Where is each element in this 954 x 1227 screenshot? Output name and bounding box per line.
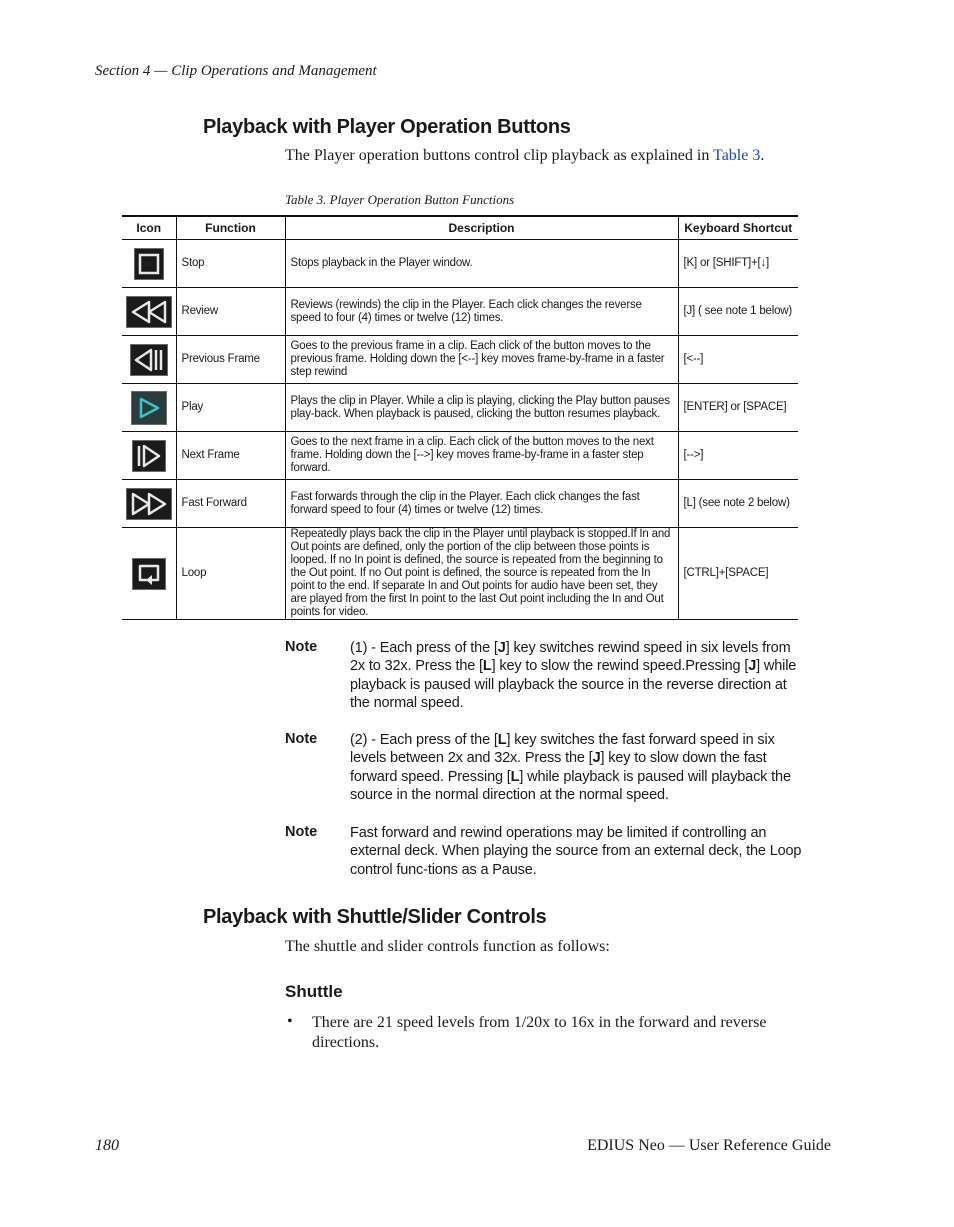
column-header-function: Function bbox=[176, 216, 285, 240]
note-text-part: (1) - Each press of the [ bbox=[350, 640, 498, 656]
player-operation-table bbox=[122, 215, 798, 620]
note-text-part: ] key to slow the rewind speed.Pressing [ bbox=[491, 658, 749, 675]
section-header: Section 4 — Clip Operations and Management bbox=[95, 63, 377, 79]
intro-period: . bbox=[760, 147, 765, 164]
section-heading-player-buttons: Playback with Player Operation Buttons bbox=[203, 116, 571, 138]
icon-cell bbox=[122, 336, 176, 384]
key-j: J bbox=[497, 640, 506, 656]
table-row bbox=[122, 336, 798, 384]
note-text-part: (2) - Each press of the [ bbox=[350, 732, 498, 748]
intro-text: The Player operation buttons control clip playback as explained in bbox=[285, 147, 714, 164]
intro-paragraph bbox=[285, 147, 764, 165]
bullet-item: There are 21 speed levels from 1/20x to 16x in the forward and reverse directions. bbox=[312, 1014, 767, 1051]
icon-cell bbox=[122, 240, 176, 288]
note-label: Note bbox=[285, 824, 318, 840]
note-text-part: ] key to slow down the fast forward speed. Pressing [ bbox=[350, 750, 767, 785]
table-3-link[interactable]: Table 3 bbox=[713, 147, 761, 164]
function-cell: Stop bbox=[176, 240, 285, 288]
note-3-text bbox=[350, 824, 805, 879]
shortcut-cell: [L] (see note 2 below) bbox=[678, 480, 798, 528]
note-text-part: ] while playback is paused will playback the source in the normal direction at the normal speed. bbox=[350, 768, 791, 803]
key-j: J bbox=[748, 658, 757, 675]
stop-icon bbox=[134, 248, 164, 280]
table-caption: Table 3. Player Operation Button Functions bbox=[285, 192, 515, 207]
play-icon bbox=[131, 391, 167, 425]
table-row bbox=[122, 432, 798, 480]
shortcut-cell: [CTRL]+[SPACE] bbox=[678, 528, 798, 620]
bullet-marker: • bbox=[287, 1013, 293, 1030]
icon-cell bbox=[122, 384, 176, 432]
rewind-icon bbox=[126, 296, 172, 328]
function-cell: Fast Forward bbox=[176, 480, 285, 528]
column-header-icon: Icon bbox=[122, 216, 176, 240]
shortcut-cell: [<--] bbox=[678, 336, 798, 384]
function-cell: Loop bbox=[176, 528, 285, 620]
key-l: L bbox=[510, 768, 520, 785]
icon-cell bbox=[122, 432, 176, 480]
key-j: J bbox=[592, 750, 601, 767]
next-frame-icon bbox=[132, 440, 166, 472]
table-row bbox=[122, 384, 798, 432]
note-text-part: ] while playback is paused will playback the source in the reverse direction at the normal speed. bbox=[350, 658, 797, 711]
function-cell: Previous Frame bbox=[176, 336, 285, 384]
function-cell: Play bbox=[176, 384, 285, 432]
footer-guide-title: EDIUS Neo — User Reference Guide bbox=[587, 1137, 831, 1154]
shortcut-cell: [K] or [SHIFT]+[↓] bbox=[678, 240, 798, 288]
shortcut-cell: [J] ( see note 1 below) bbox=[678, 288, 798, 336]
description-cell: Repeatedly plays back the clip in the Player until playback is stopped.If In and Out points are defined, only the portion of the clip between those points is looped. If no In point is defined, the source is repeated from the beginning to the Out point. If no Out point is defined, the source is repeated from the In point to the end. If separate In and Out points for audio have been set, they are played from the first In point to the last Out point including the In and Out points for video. bbox=[285, 528, 678, 620]
description-cell: Goes to the next frame in a clip. Each click of the button moves to the next frame. Holding down the [-->] key moves frame-by-frame in a faster step forward. bbox=[285, 432, 678, 480]
table-header-row bbox=[122, 216, 798, 240]
section-heading-shuttle-slider: Playback with Shuttle/Slider Controls bbox=[203, 906, 547, 928]
description-cell: Reviews (rewinds) the clip in the Player. Each click changes the reverse speed to four (4) times or twelve (12) times. bbox=[285, 288, 678, 336]
note-text-part: Fast forward and rewind operations may be limited if controlling an external deck. When playing the source from an external deck, the Loop control func-tions as a Pause. bbox=[350, 825, 802, 878]
previous-frame-icon bbox=[130, 344, 168, 376]
icon-cell bbox=[122, 480, 176, 528]
function-cell: Review bbox=[176, 288, 285, 336]
note-text-part: ] key switches the fast forward speed in six levels between 2x and 32x. Press the [ bbox=[350, 732, 775, 767]
note-label: Note bbox=[285, 639, 318, 655]
note-text-part: ] key switches rewind speed in six levels from 2x to 32x. Press the [ bbox=[350, 640, 791, 675]
loop-icon bbox=[132, 558, 166, 590]
shuttle-intro-paragraph: The shuttle and slider controls function as follows: bbox=[285, 938, 610, 955]
note-label: Note bbox=[285, 731, 318, 747]
note-2-text bbox=[350, 731, 805, 804]
fast-forward-icon bbox=[126, 488, 172, 520]
description-cell: Fast forwards through the clip in the Player. Each click changes the fast forward speed to four (4) times or twelve (12) times. bbox=[285, 480, 678, 528]
subheading-shuttle: Shuttle bbox=[285, 982, 343, 1001]
table-row bbox=[122, 528, 798, 620]
note-1-text bbox=[350, 639, 805, 712]
description-cell: Stops playback in the Player window. bbox=[285, 240, 678, 288]
key-l: L bbox=[482, 658, 492, 675]
column-header-description: Description bbox=[285, 216, 678, 240]
page-number: 180 bbox=[95, 1137, 119, 1154]
table-row bbox=[122, 240, 798, 288]
function-cell: Next Frame bbox=[176, 432, 285, 480]
description-cell: Goes to the previous frame in a clip. Each click of the button moves to the previous frame. Holding down the [<--] key moves frame-by-frame in a faster step rewind bbox=[285, 336, 678, 384]
shortcut-cell: [-->] bbox=[678, 432, 798, 480]
table-row bbox=[122, 480, 798, 528]
description-cell: Plays the clip in Player. While a clip is playing, clicking the Play button pauses play-back. When playback is paused, clicking the button resumes playback. bbox=[285, 384, 678, 432]
icon-cell bbox=[122, 528, 176, 620]
table-row bbox=[122, 288, 798, 336]
icon-cell bbox=[122, 288, 176, 336]
key-l: L bbox=[497, 732, 507, 748]
column-header-shortcut: Keyboard Shortcut bbox=[678, 216, 798, 240]
shortcut-cell: [ENTER] or [SPACE] bbox=[678, 384, 798, 432]
